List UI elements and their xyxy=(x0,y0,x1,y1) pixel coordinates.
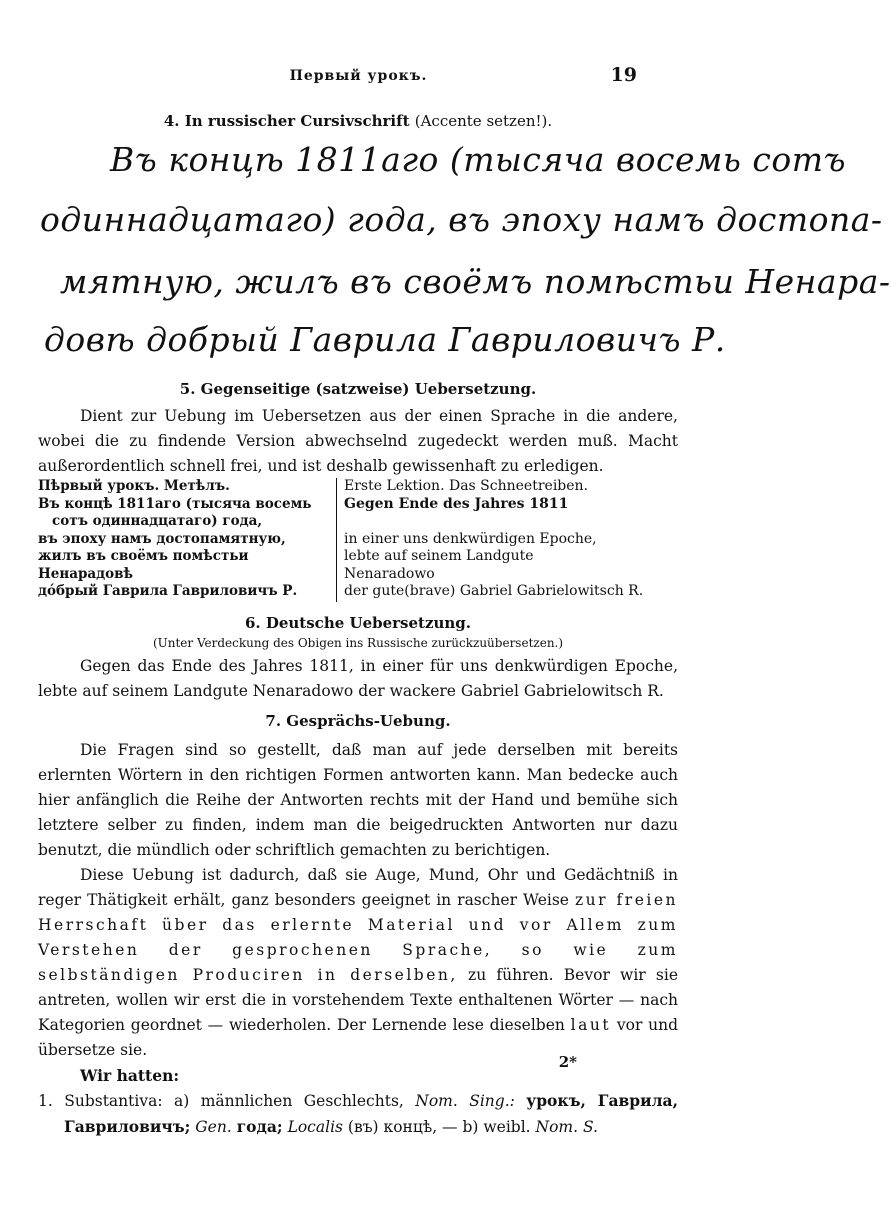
item-1-gen: Gen. xyxy=(195,1118,232,1136)
section-5-paragraph: Dient zur Uebung im Uebersetzen aus der einen Sprache in die andere, wobei die zu findende Version abwechselnd zugedeckt werden muß. Macht außerordentlich schnell frei, und ist deshalb gewissenhaft zu erledigen. xyxy=(38,407,678,475)
section-5-text xyxy=(38,404,678,479)
russian-row: Въ концѣ 1811аго (тысяча восемь xyxy=(38,495,312,512)
russian-column xyxy=(38,478,337,602)
russian-row: жилъ въ своёмъ помѣстьи xyxy=(38,548,249,564)
p2-part-c: vor und übersetze sie. xyxy=(38,1016,679,1059)
german-row: in einer uns denkwürdigen Epoche, xyxy=(344,530,597,547)
parallel-translation-table xyxy=(38,478,668,602)
section-4-note: (Accente setzen!). xyxy=(414,112,553,130)
russian-row: въ эпоху намъ достопамятную, xyxy=(38,530,286,547)
cursive-line-1: Въ концѣ 1811аго (тысяча восемь сотъ xyxy=(110,140,846,179)
item-1-part-b: урокъ, Гаврила, Гавриловичъ; xyxy=(64,1091,678,1136)
section-6-text xyxy=(38,654,678,704)
section-7-paragraph-2 xyxy=(38,863,678,1063)
section-6-paragraph: Gegen das Ende des Jahres 1811, in einer für uns denkwürdigen Epoche, lebte auf seinem Landgute Nenaradowo der wackere Gabriel Gabrielowitsch R. xyxy=(38,657,678,700)
russian-row: Пѣрвый урокъ. Метѣлъ. xyxy=(38,478,230,494)
german-row: Nenaradowo xyxy=(344,565,435,582)
p2-part-b: zu führen. Bevor wir sie antreten, wollen wir erst die in vorstehendem Texte enthaltenen Wörter — nach Kategorien geordnet — wiederholen. Der Lernende lese dieselben xyxy=(38,966,678,1034)
item-1-nom: Nom. Sing.: xyxy=(415,1092,515,1110)
section-7-paragraph-1: Die Fragen sind so gestellt, daß man auf jede derselben mit bereits erlernten Wörtern in den richtigen Formen antworten kann. Man bedecke auch hier anfänglich die Reihe der Antworten rechts mit der Hand und bemühe sich letztere selber zu finden, indem man die beigedruckten Antworten nur dazu benutzt, die mündlich oder schriftlich gemachten zu berichtigen. xyxy=(38,741,678,859)
section-4-heading xyxy=(38,112,678,130)
wir-hatten: Wir hatten: xyxy=(80,1066,180,1085)
p2-spaced-text: zur freien Herrschaft über das erlernte Material und vor Allem zum Verstehen der gesprochenen Sprache, so wie zum selbständigen Produciren in derselben, xyxy=(38,891,678,984)
item-1-noms: Nom. S. xyxy=(535,1118,598,1136)
german-column xyxy=(344,478,668,601)
item-1-loc: Localis xyxy=(287,1118,343,1136)
running-title: Первый урокъ. xyxy=(289,68,428,84)
section-4-title: 4. In russischer Cursivschrift xyxy=(163,112,410,130)
russian-row: дóбрый Гаврила Гавриловичъ Р. xyxy=(38,583,298,599)
russian-row: сотъ одиннадцатаго) года, xyxy=(52,513,263,529)
german-row xyxy=(344,513,668,531)
section-6-heading: 6. Deutsche Uebersetzung. xyxy=(244,614,472,632)
german-row: Erste Lektion. Das Schneetreiben. xyxy=(344,478,589,494)
item-1-part-c: года; xyxy=(236,1117,283,1136)
cursive-line-4: довѣ добрый Гаврила Гавриловичъ Р. xyxy=(44,320,726,359)
section-6-note: (Unter Verdeckung des Obigen ins Russische zurückzuübersetzen.) xyxy=(152,636,564,650)
page-header xyxy=(0,64,717,88)
german-row: Gegen Ende des Jahres 1811 xyxy=(344,495,569,512)
cursive-line-3: мятную, жилъ въ своёмъ помѣстьи Ненара- xyxy=(60,262,891,301)
item-1-part-a: 1. Substantiva: a) männlichen Geschlechts, xyxy=(38,1092,404,1110)
section-7-heading: 7. Gesprächs-Uebung. xyxy=(265,712,451,730)
german-row: der gute(brave) Gabriel Gabrielowitsch R. xyxy=(344,583,644,599)
russian-row: Ненарадовѣ xyxy=(38,565,134,582)
printer-signature: 2* xyxy=(558,1053,577,1071)
list-item-1 xyxy=(38,1088,678,1140)
item-1-part-d: (въ) концѣ, — b) weibl. xyxy=(347,1118,531,1136)
p2-part-a: Diese Uebung ist dadurch, daß sie Auge, Mund, Ohr und Gedächtniß in reger Thätigkeit erhält, ganz besonders geeignet in rascher Weise xyxy=(38,866,678,909)
page-number: 19 xyxy=(610,64,637,86)
section-7-text xyxy=(38,738,678,1140)
section-5-heading: 5. Gegenseitige (satzweise) Uebersetzung. xyxy=(179,380,537,398)
p2-laut: laut xyxy=(570,1016,612,1034)
german-row: lebte auf seinem Landgute xyxy=(344,548,534,564)
cursive-line-2: одиннадцатаго) года, въ эпоху намъ достопа- xyxy=(40,200,883,239)
